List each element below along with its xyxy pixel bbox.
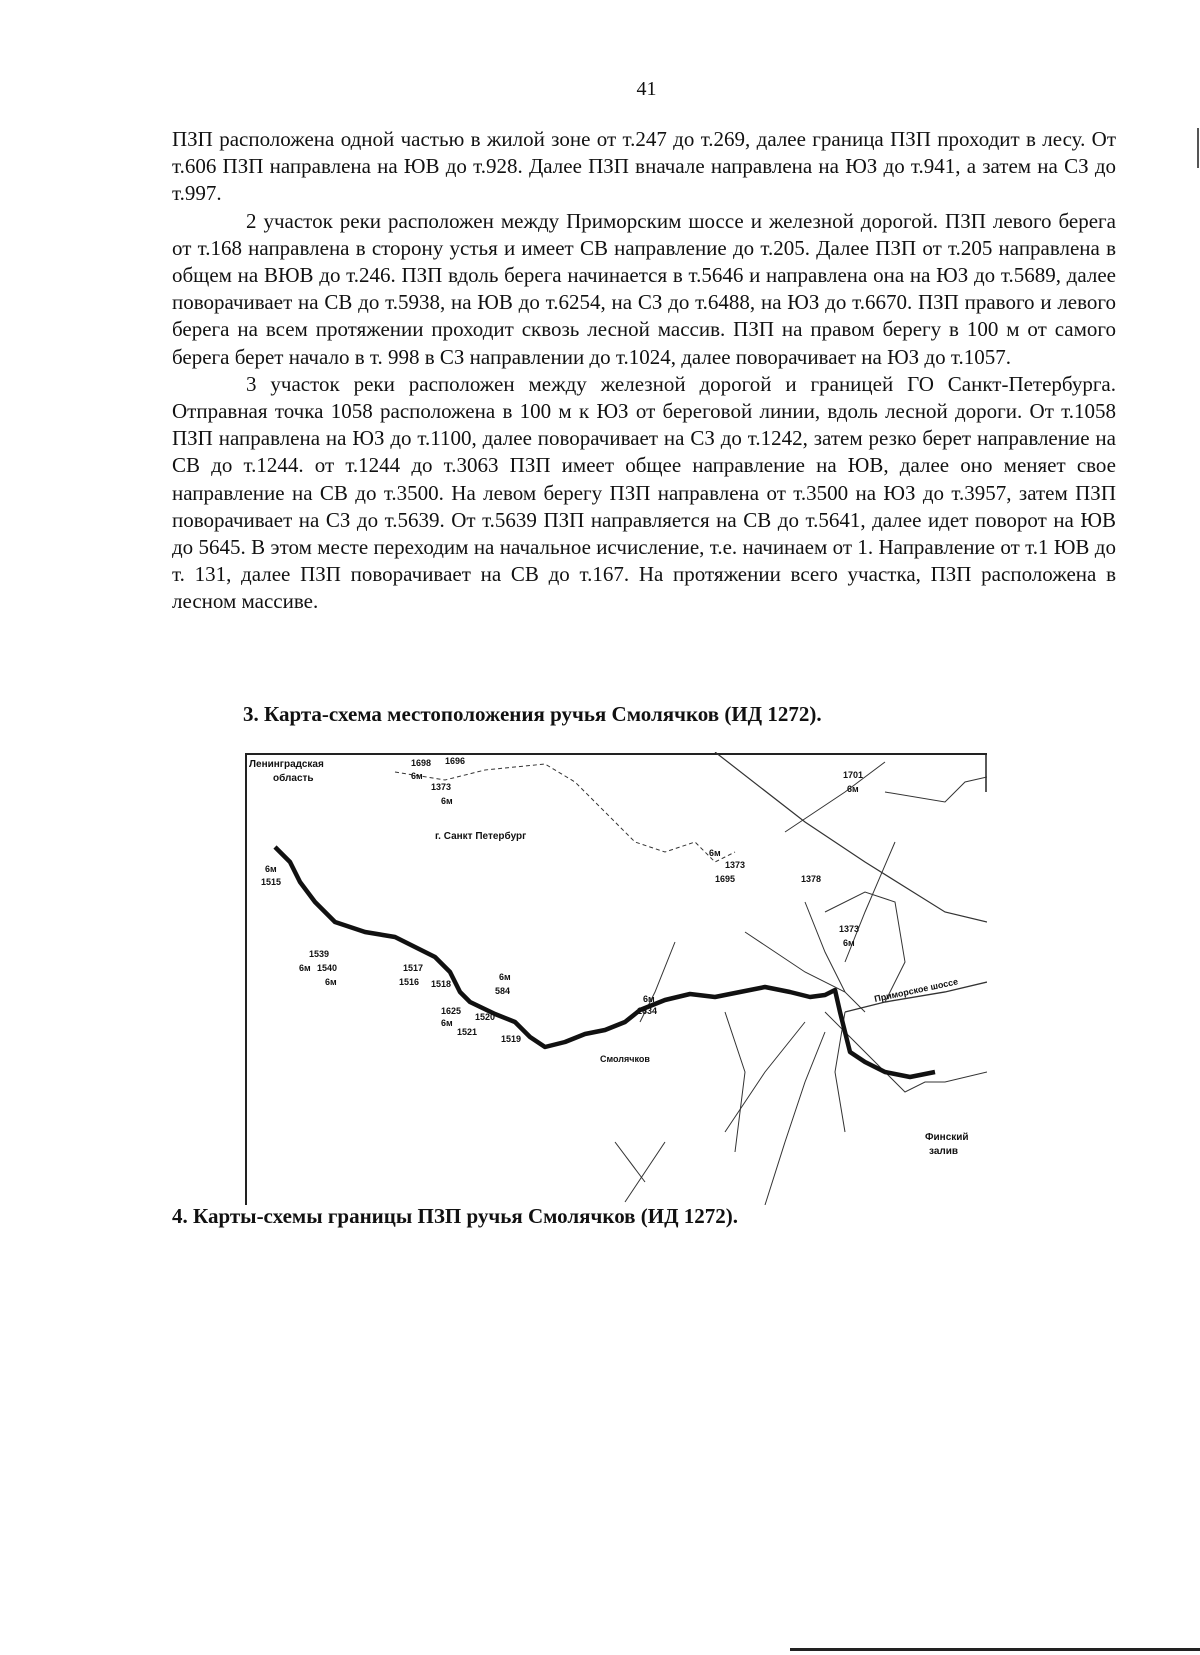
railway-line (765, 1032, 825, 1205)
paragraph-3: 3 участок реки расположен между железной дорогой и границей ГО Санкт-Петербурга. Отправная точка 1058 расположена в 100 м к ЮЗ от береговой линии, вдоль лесной дороги. От т.1058 ПЗП направлена на ЮЗ до т.1100, далее поворачивает на СЗ до т.1242, затем резко берет направление на СВ до т.1244. от т.1244 до т.3063 ПЗП имеет общее направление на ЮВ, далее оно меняет свое направление на СВ до т.3500. На левом берегу ПЗП направлена от т.3500 на ЮЗ до т.3957, затем ПЗП поворачивает на СЗ до т.5639. От т.5639 ПЗП направляется на СВ до т.5641, далее идет поворот на ЮВ до 5645. В этом месте переходим на начальное исчисление, т.е. начинаем от 1. Направление от т.1 ЮВ до т. 131, далее ПЗП поворачивает на СВ до т.167. На протяжении всего участка, ПЗП расположена в лесном массиве. (172, 371, 1116, 614)
section-3-heading: 3. Карта-схема местоположения ручья Смолячков (ИД 1272). (243, 702, 822, 726)
paragraph-1: ПЗП расположена одной частью в жилой зоне от т.247 до т.269, далее граница ПЗП проходит в лесу. От т.606 ПЗП направлена на ЮВ до т.928. Далее ПЗП вначале направлена на ЮЗ до т.941, а затем на СЗ до т.997. (172, 127, 1116, 206)
road-3 (805, 902, 845, 992)
stream-line (275, 847, 935, 1077)
road-13 (885, 777, 987, 802)
road-8 (725, 1012, 745, 1152)
map-label-1378: 1378 (801, 874, 822, 884)
map-label-1515: 1515 (261, 877, 282, 887)
map-region-line2: область (273, 773, 314, 784)
map-gulf-line1: Финский (925, 1132, 969, 1143)
map-label-1517: 1517 (403, 963, 424, 973)
map-label-1519: 1519 (501, 1034, 522, 1044)
map-label-6m-g: 6м (441, 1018, 453, 1028)
map-label-1373-c: 1373 (839, 924, 860, 934)
map-label-1696: 1696 (445, 756, 466, 766)
map-label-1625: 1625 (441, 1006, 462, 1016)
road-12 (615, 1142, 645, 1182)
map-label-584: 584 (495, 986, 511, 996)
map-label-1701: 1701 (843, 770, 864, 780)
map-label-1518: 1518 (431, 979, 452, 989)
map-highway-label: Приморское шоссе (873, 976, 959, 1004)
map-label-6m-a: 6м (411, 771, 423, 781)
scan-bottom-rule (790, 1648, 1200, 1651)
road-11 (625, 1142, 665, 1202)
location-map (245, 752, 987, 1205)
map-label-1695: 1695 (715, 874, 736, 884)
paragraph-2: 2 участок реки расположен между Приморским шоссе и железной дорогой. ПЗП левого берега от т.168 направлена в сторону устья и имеет СВ направление до т.205. Далее ПЗП от т.205 направлена в общем на ВЮВ до т.246. ПЗП вдоль берега начинается в т.5646 и направлена она на ЮЗ до т.5689, далее поворачивает на СВ до т.5938, на ЮВ до т.6254, на СЗ до т.6488, на ЮЗ до т.6670. ПЗП правого и левого берега на всем протяжении проходит сквозь лесной массив. ПЗП на правом берегу в 100 м от самого берега берет начало в т. 998 в СЗ направлении до т.1024, далее поворачивает на ЮЗ до т.1057. (172, 208, 1116, 369)
map-label-6m-c: 6м (847, 784, 859, 794)
city-boundary (395, 764, 735, 862)
map-label-6m-e: 6м (299, 963, 311, 973)
map-region-line1: Ленинградская (249, 759, 324, 770)
map-stream-label: Смолячков (600, 1054, 650, 1064)
map-label-1373-a: 1373 (431, 782, 452, 792)
map-label-1373-b: 1373 (725, 860, 746, 870)
map-label-1520: 1520 (475, 1012, 496, 1022)
map-label-6m-j: 6м (709, 848, 721, 858)
scan-edge-mark (1197, 128, 1199, 168)
body-text (172, 126, 1116, 616)
map-label-6m-i: 6м (643, 994, 655, 1004)
map-label-1698: 1698 (411, 758, 432, 768)
map-label-6m-b: 6м (441, 796, 453, 806)
map-city-label: г. Санкт Петербург (435, 831, 527, 842)
map-label-1540: 1540 (317, 963, 338, 973)
map-label-1634: 1634 (637, 1006, 658, 1016)
map-label-1521: 1521 (457, 1027, 478, 1037)
road-6 (825, 892, 905, 1002)
map-label-1539: 1539 (309, 949, 330, 959)
map-label-6m-k: 6м (843, 938, 855, 948)
section-4-heading: 4. Карты-схемы границы ПЗП ручья Смолячков (ИД 1272). (172, 1204, 739, 1228)
map-svg (245, 752, 987, 1205)
road-9 (725, 1022, 805, 1132)
map-label-6m-d: 6м (265, 864, 277, 874)
map-gulf-line2: залив (929, 1146, 959, 1157)
road-2 (785, 762, 885, 832)
page-number: 41 (636, 78, 657, 100)
map-label-6m-h: 6м (499, 972, 511, 982)
map-label-6m-f: 6м (325, 977, 337, 987)
map-label-1516: 1516 (399, 977, 420, 987)
